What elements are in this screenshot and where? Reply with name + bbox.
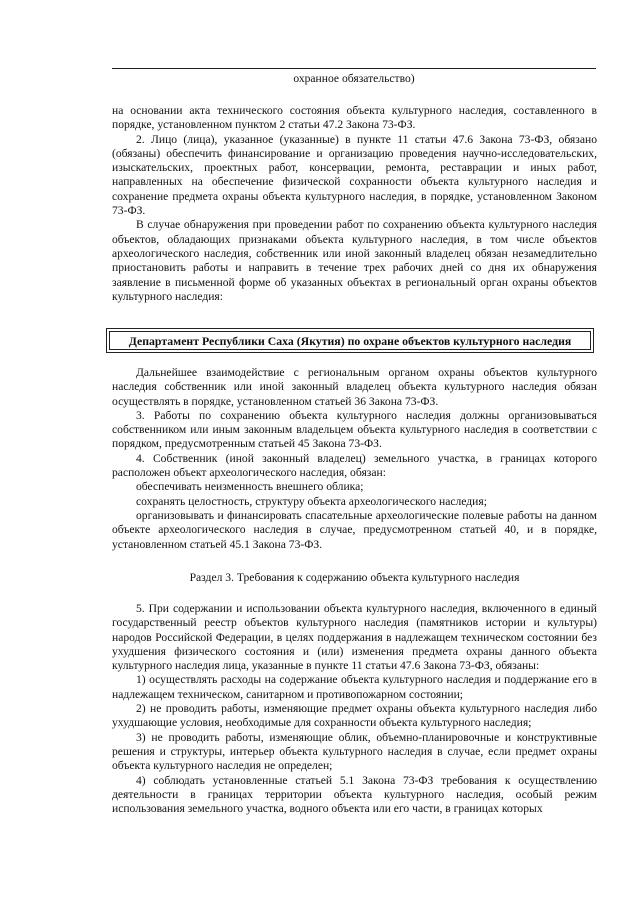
paragraph: 4) соблюдать установленные статьей 5.1 Закона 73-ФЗ требования к осуществлению деятельности в границах территории объекта культурного наследия, особый режим использования земельного участка, водного объекта или его части, в границах которых <box>112 773 597 816</box>
paragraph: 1) осуществлять расходы на содержание объекта культурного наследия и поддержание его в надлежащем техническом, санитарном и противопожарном состоянии; <box>112 673 597 701</box>
paragraph: 3. Работы по сохранению объекта культурного наследия должны организовываться собственником или иным законным владельцем объекта культурного наследия в соответствии с порядком, предусмотренным статьей 45 Закона 73-ФЗ. <box>112 408 597 451</box>
paragraph: 4. Собственник (иной законный владелец) земельного участка, в границах которого расположен объект археологического наследия, обязан: <box>112 451 597 480</box>
text-block-3 <box>112 602 597 816</box>
department-box: Департамент Республики Саха (Якутия) по охране объектов культурного наследия <box>106 328 594 353</box>
text-block-2 <box>112 366 597 552</box>
paragraph: сохранять целостность, структуру объекта археологического наследия; <box>136 494 487 508</box>
paragraph: 3) не проводить работы, изменяющие облик, объемно-планировочные и конструктивные решения и структуры, интерьер объекта культурного наследия в случае, если предмет охраны объекта культурного наследия не определен; <box>112 730 597 773</box>
paragraph: Дальнейшее взаимодействие с региональным органом охраны объектов культурного наследия собственник или иной законный владелец объекта культурного наследия обязан осуществлять в порядке, установленном статьей 36 Закона 73-ФЗ. <box>112 366 597 408</box>
paragraph: на основании акта технического состояния объекта культурного наследия, составленного в порядке, установленном пунктом 2 статьи 47.2 Закона 73-ФЗ. <box>112 104 597 132</box>
section-title: Раздел 3. Требования к содержанию объекта культурного наследия <box>189 571 520 584</box>
paragraph: обеспечивать неизменность внешнего облика; <box>136 480 364 494</box>
paragraph: 2) не проводить работы, изменяющие предмет охраны объекта культурного наследия либо ухудшающие условия, необходимые для сохранности объекта культурного наследия; <box>112 702 597 730</box>
paragraph: 5. При содержании и использовании объекта культурного наследия, включенного в единый государственный реестр объектов культурного наследия (памятников истории и культуры) народов Российской Федерации, в целях поддержания в надлежащем техническом состоянии без ухудшения физического состояния и (или) изменения предмета охраны данного объекта культурного наследия лица, указанные в пункте 11 статьи 47.6 Закона 73-ФЗ, обязаны: <box>112 602 597 673</box>
paragraph: 2. Лицо (лица), указанное (указанные) в пункте 11 статьи 47.6 Закона 73-ФЗ, обязано (обязаны) обеспечить финансирование и организацию проведения научно-исследовательских, изыскательских, проектных работ, консервации, ремонта, реставрации и иных работ, направленных на обеспечение физической сохранности объекта культурного наследия и сохранение предмета охраны объекта культурного наследия, в порядке, установленном Законом 73-ФЗ. <box>112 132 597 218</box>
paragraph: организовывать и финансировать спасательные археологические полевые работы на данном объекте археологического наследия в случае, предусмотренном статьей 40, и в порядке, установленном статьей 45.1 Закона 73-ФЗ. <box>112 508 597 551</box>
paragraph: В случае обнаружения при проведении работ по сохранению объекта культурного наследия объектов, обладающих признаками объекта культурного наследия, в том числе объектов археологического наследия, собственник или иной законный владелец обязан незамедлительно приостановить работы и направить в течение трех рабочих дней со дня их обнаружения заявление в письменной форме об указанных объектах в региональный орган охраны объектов культурного наследия: <box>112 218 597 303</box>
continued-caption: охранное обязательство) <box>293 72 415 85</box>
top-rule <box>112 68 596 69</box>
text-block-1 <box>112 104 597 304</box>
